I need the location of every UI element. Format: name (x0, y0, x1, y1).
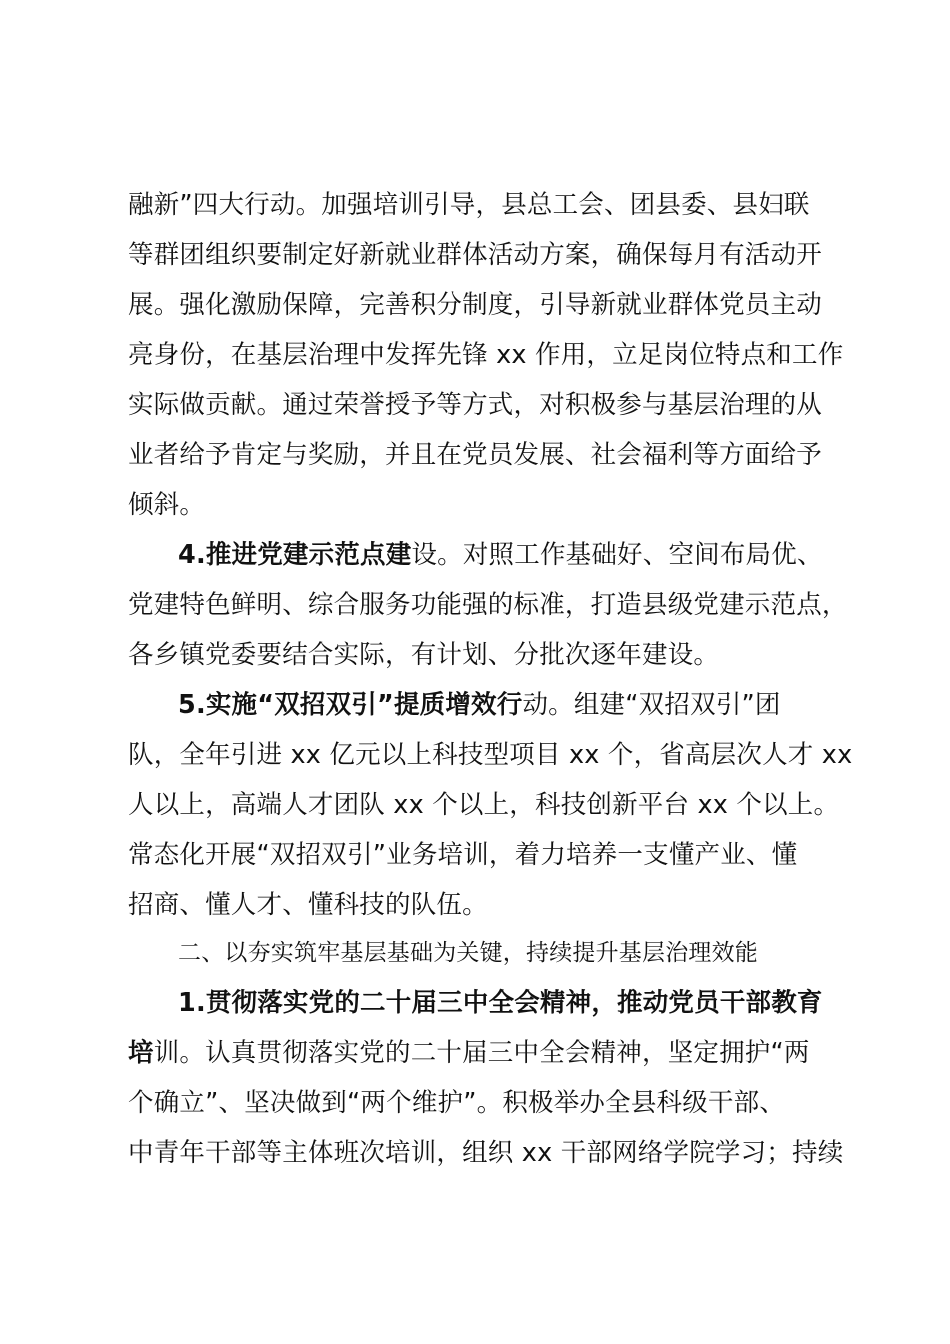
paragraph-line: 业者给予肯定与奖励，并且在党员发展、社会福利等方面给予 (128, 440, 822, 470)
item-heading-line (178, 535, 858, 575)
paragraph-line: 倾斜。 (128, 490, 206, 520)
paragraph-line: 各乡镇党委要结合实际，有计划、分批次逐年建设。 (128, 640, 720, 670)
section-heading: 二、以夯实筑牢基层基础为关键，持续提升基层治理效能 (178, 940, 758, 966)
item-text: 设。对照工作基础好、空间布局优、 (411, 540, 823, 570)
paragraph-line: 人以上，高端人才团队 xx 个以上，科技创新平台 xx 个以上。 (128, 790, 840, 820)
paragraph-line: 等群团组织要制定好新就业群体活动方案，确保每月有活动开 (128, 240, 822, 270)
paragraph-line: 实际做贡献。通过荣誉授予等方式，对积极参与基层治理的从 (128, 390, 822, 420)
item-heading-continued: 培 (128, 1038, 154, 1068)
item-heading: 5.实施“双招双引”提质增效行 (178, 690, 523, 720)
item-heading-line (128, 1033, 858, 1073)
item-heading: 4.推进党建示范点建 (178, 540, 412, 570)
paragraph-line: 队，全年引进 xx 亿元以上科技型项目 xx 个，省高层次人才 xx (128, 740, 853, 770)
paragraph-line: 党建特色鲜明、综合服务功能强的标准，打造县级党建示范点， (128, 590, 848, 620)
paragraph-line: 亮身份，在基层治理中发挥先锋 xx 作用，立足岗位特点和工作 (128, 340, 844, 370)
item-text: 训。认真贯彻落实党的二十届三中全会精神，坚定拥护“两 (153, 1038, 810, 1068)
paragraph-line: 展。强化激励保障，完善积分制度，引导新就业群体党员主动 (128, 290, 822, 320)
item-text: 动。组建“双招双引”团 (522, 690, 781, 720)
item-heading-line (178, 685, 858, 725)
paragraph-line: 中青年干部等主体班次培训，组织 xx 干部网络学院学习；持续 (128, 1138, 844, 1168)
paragraph-line: 常态化开展“双招双引”业务培训，着力培养一支懂产业、懂 (128, 840, 798, 870)
paragraph-line: 个确立”、坚决做到“两个维护”。积极举办全县科级干部、 (128, 1088, 786, 1118)
item-heading: 1.贯彻落实党的二十届三中全会精神，推动党员干部教育 (178, 988, 823, 1018)
paragraph-line: 招商、懂人才、懂科技的队伍。 (128, 890, 488, 920)
paragraph-line: 融新”四大行动。加强培训引导，县总工会、团县委、县妇联 (128, 190, 810, 220)
